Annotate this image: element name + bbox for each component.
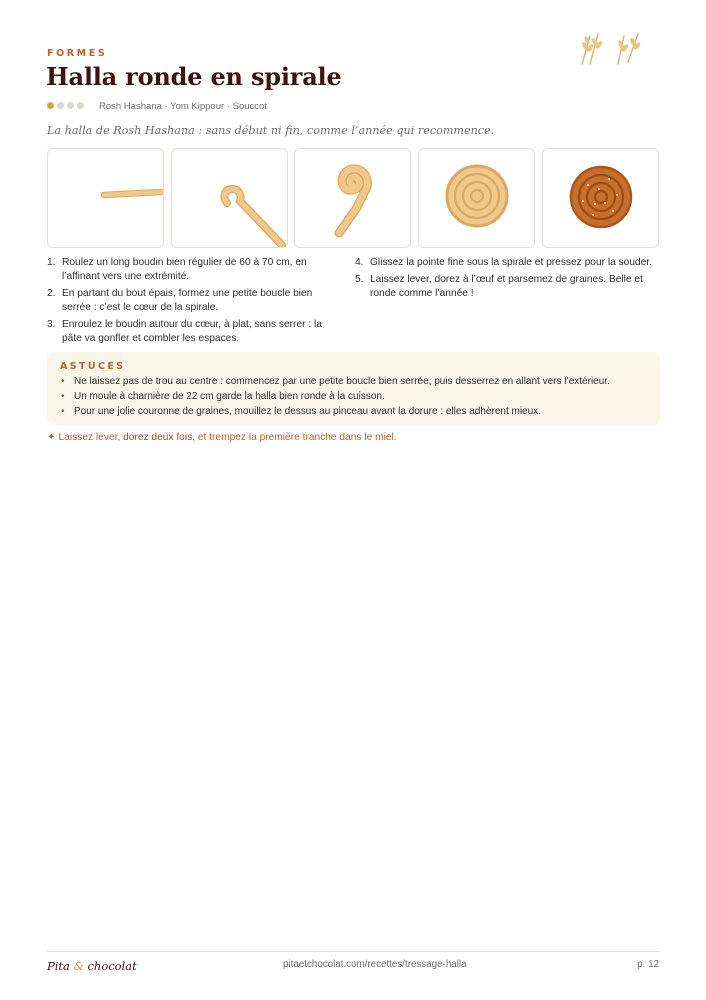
wheat-icon — [568, 30, 648, 70]
step-text: Roulez un long boudin bien régulier de 60 à 70 cm, en l’affinant vers une extrémité. — [62, 257, 307, 282]
step-text: Enroulez le boudin autour du cœur, à plat, sans serrer : la pâte va gonfler et combler les espaces. — [62, 319, 322, 344]
step-text: En partant du bout épais, formez une petite boucle bien serrée : c’est le cœur de la spirale. — [62, 288, 313, 313]
step-number: 3. — [47, 319, 56, 330]
tips-title: ASTUCES — [60, 361, 126, 372]
page-title: Halla ronde en spirale — [46, 62, 342, 91]
difficulty-rating — [47, 102, 84, 109]
tips-box — [47, 352, 660, 425]
step-text: Glissez la pointe fine sous la spirale et pressez pour la souder. — [370, 257, 653, 268]
bullet-icon: • — [61, 391, 65, 402]
tip-text: Pour une jolie couronne de graines, mouillez le dessus au pinceau avant la dorure : elles adhèrent mieux. — [74, 406, 541, 417]
difficulty-dot — [67, 102, 74, 109]
intro-text: La halla de Rosh Hashana : sans début ni fin, comme l’année qui recommence. — [47, 124, 495, 137]
step-item — [47, 256, 337, 284]
tip-text: Un moule à charnière de 22 cm garde la halla bien ronde à la cuisson. — [74, 391, 385, 402]
tip-item — [60, 404, 610, 419]
step-text: Laissez lever, dorez à l’œuf et parsemez de graines. Belle et ronde comme l’année ! — [370, 274, 643, 299]
difficulty-dot — [47, 102, 54, 109]
steps-right-column — [355, 256, 655, 304]
closing-lead: Laissez lever, — [58, 432, 124, 443]
illustration-step-3 — [294, 148, 411, 248]
closing-accent: dorez deux fois — [123, 432, 193, 443]
closing-rest: , et trempez la première tranche dans le miel. — [192, 432, 397, 443]
page-number: p. 12 — [637, 959, 659, 970]
dough-small-loop-icon — [172, 149, 287, 247]
steps-left-column — [47, 256, 337, 349]
dough-spiral-tail-icon — [295, 149, 410, 247]
illustration-step-5 — [542, 148, 659, 248]
bullet-icon: • — [61, 376, 65, 387]
closing-note — [47, 432, 397, 443]
footer-divider — [47, 951, 660, 952]
step-number: 1. — [47, 257, 56, 268]
step-item — [47, 318, 337, 346]
brand-part-b: chocolat — [87, 959, 137, 973]
illustration-step-2 — [171, 148, 288, 248]
illustration-step-1 — [47, 148, 164, 248]
brand-ampersand: & — [73, 959, 84, 973]
tip-item — [60, 389, 610, 404]
illustration-strip — [47, 148, 660, 248]
bullet-icon: • — [61, 406, 65, 417]
brand-part-a: Pita — [47, 959, 70, 973]
section-label: FORMES — [47, 48, 108, 59]
step-number: 2. — [47, 288, 56, 299]
dough-rope-icon — [48, 149, 163, 247]
occasions-line: Rosh Hashana · Yom Kippour · Souccot — [99, 101, 267, 112]
tips-list — [60, 374, 610, 419]
difficulty-dot — [77, 102, 84, 109]
footer-brand — [47, 959, 137, 973]
step-number: 4. — [355, 257, 364, 268]
tip-text: Ne laissez pas de trou au centre : commencez par une petite boucle bien serrée, puis desserrez en allant vers l’extérieur. — [74, 376, 610, 387]
footer-url[interactable]: pitaetchocolat.com/recettes/tressage-halla — [283, 959, 467, 970]
difficulty-dot — [57, 102, 64, 109]
tip-item — [60, 374, 610, 389]
step-item — [47, 287, 337, 315]
step-item — [355, 256, 655, 270]
illustration-step-4 — [418, 148, 535, 248]
sparkle-icon: ✦ — [47, 432, 56, 443]
baked-spiral-halla-icon — [543, 149, 658, 247]
step-number: 5. — [355, 274, 364, 285]
step-item — [355, 273, 655, 301]
dough-spiral-closed-icon — [419, 149, 534, 247]
